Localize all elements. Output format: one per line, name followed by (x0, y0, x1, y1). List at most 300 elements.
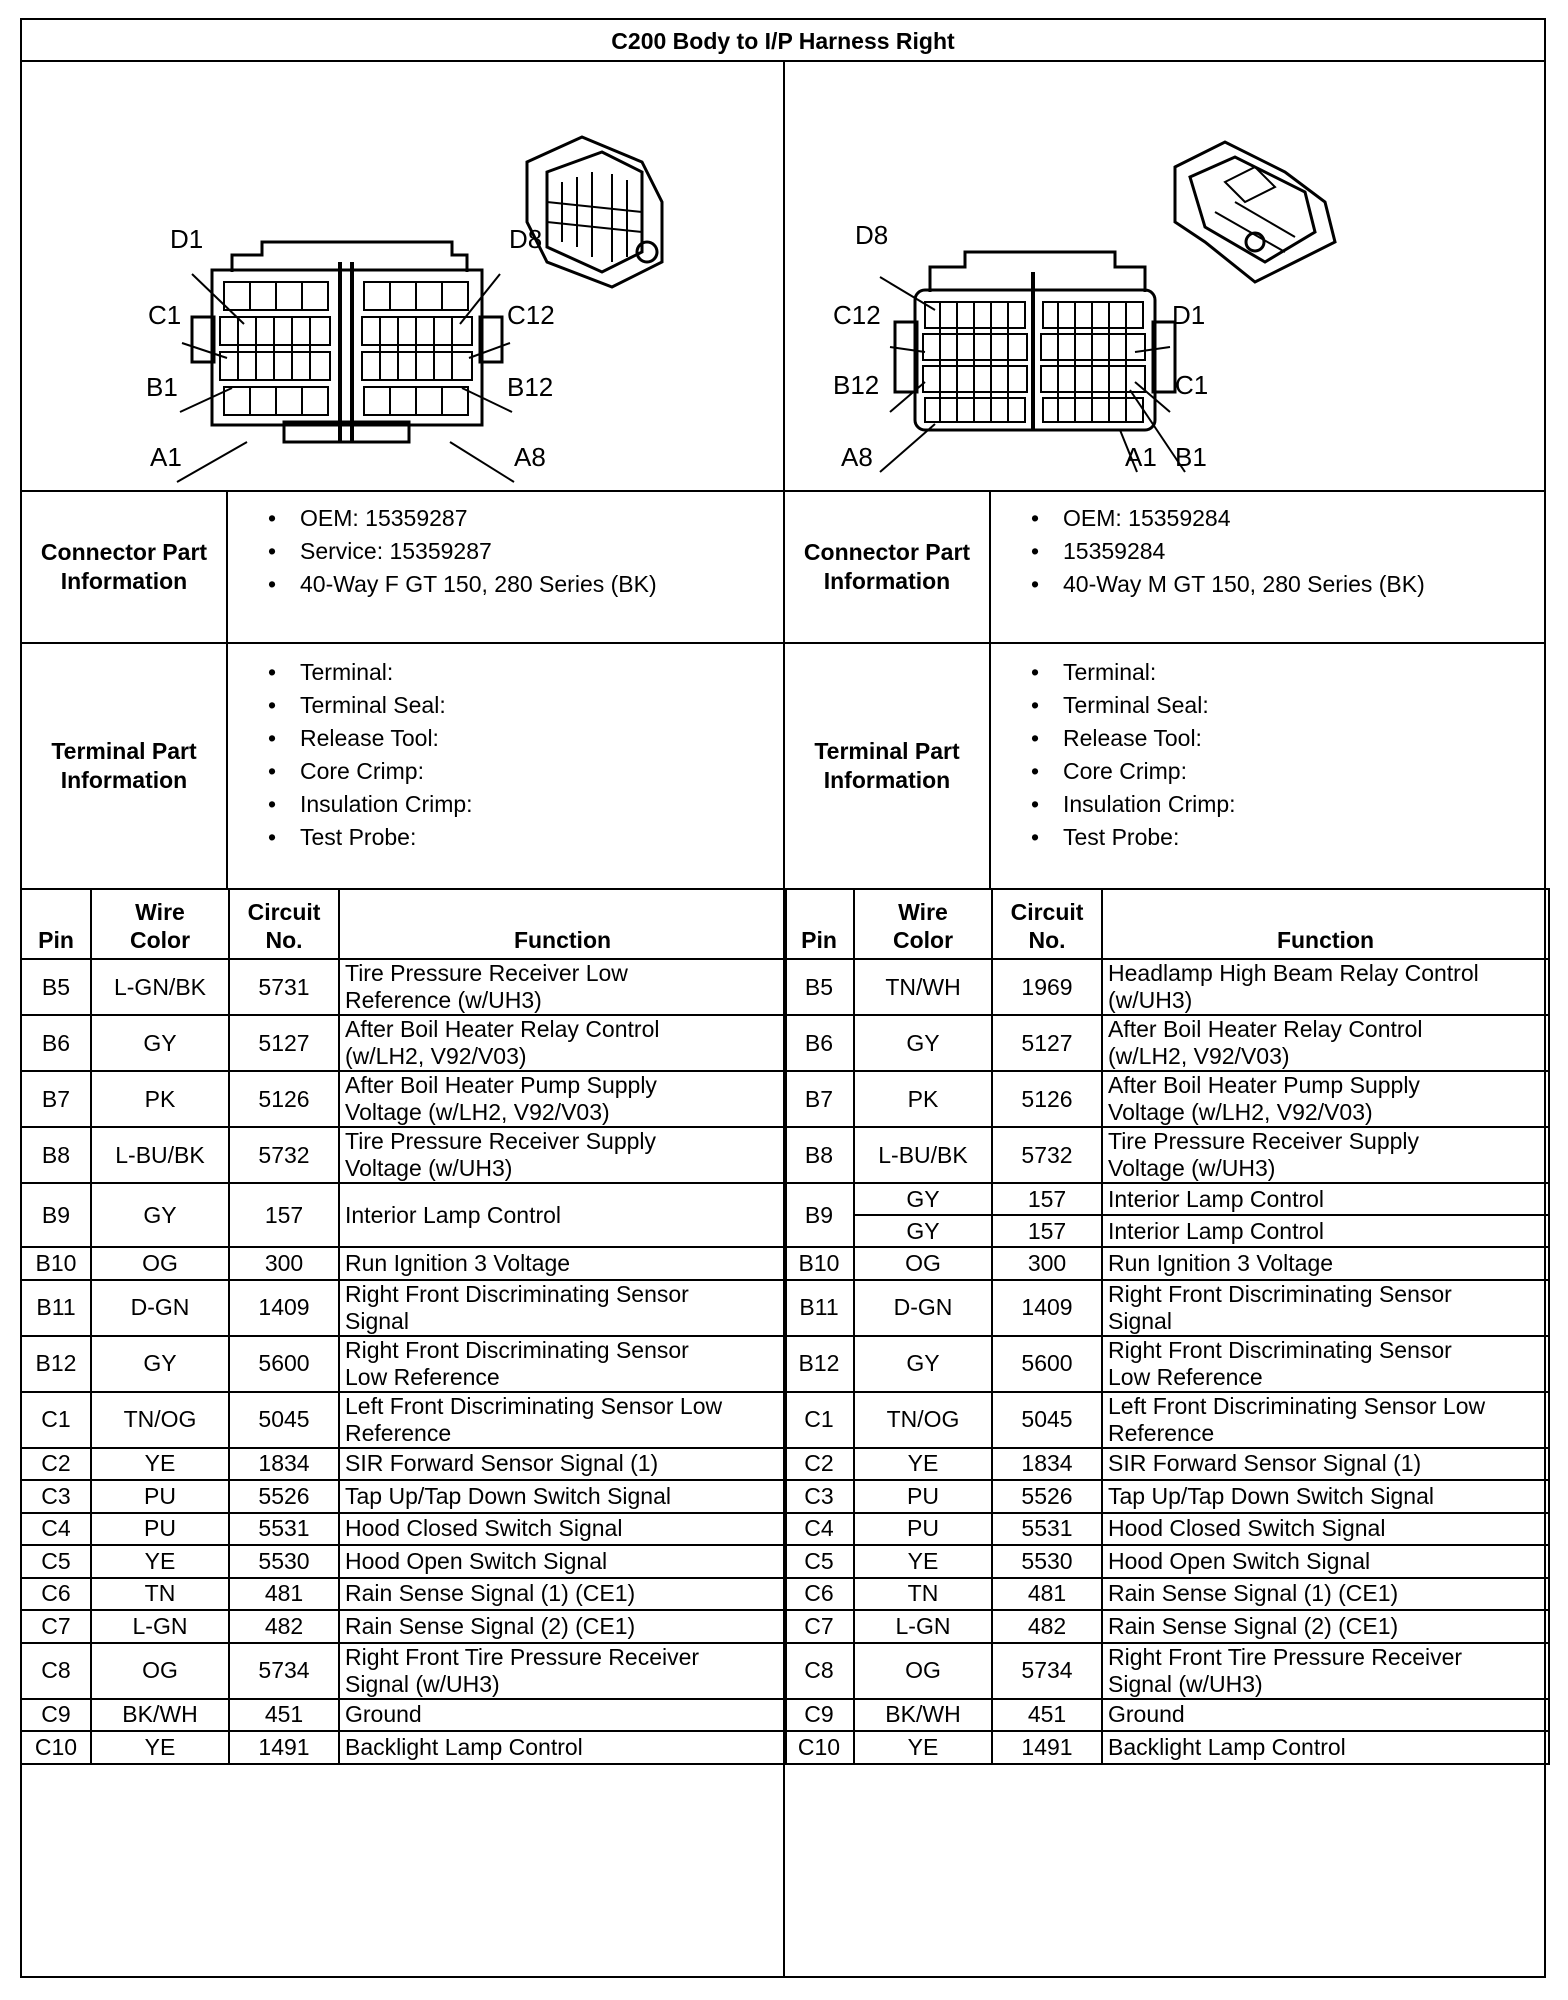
table-row (21, 1643, 786, 1699)
wire-color-cell: L-BU/BK (91, 1127, 229, 1183)
function-text-line: Hood Closed Switch Signal (345, 1515, 623, 1542)
circuit-cell: 5126 (229, 1071, 339, 1127)
wire-color-cell: L-GN (91, 1610, 229, 1643)
wire-color-cell: YE (91, 1545, 229, 1578)
circuit-cell: 5127 (229, 1015, 339, 1071)
left-connector-diagram (22, 62, 783, 492)
function-cell (339, 1448, 786, 1481)
wire-color-cell: GY (854, 1183, 992, 1215)
right-pin-rows (784, 959, 1549, 1764)
table-row (784, 1183, 1549, 1215)
table-row (21, 1336, 786, 1392)
function-text-line: Ground (1108, 1701, 1185, 1728)
circuit-cell: 5045 (992, 1392, 1102, 1448)
pin-cell: C4 (21, 1513, 91, 1546)
label-b1: B1 (146, 372, 178, 402)
function-cell (1102, 1336, 1549, 1392)
pin-cell: C1 (21, 1392, 91, 1448)
left-connector-part-info (22, 492, 783, 644)
wire-color-cell: PU (91, 1480, 229, 1513)
table-row (784, 959, 1549, 1015)
wire-color-cell: TN/WH (854, 959, 992, 1015)
function-text-line: Tire Pressure Receiver Supply (1108, 1128, 1420, 1154)
circuit-cell: 300 (992, 1247, 1102, 1280)
left-pin-table (20, 888, 787, 1765)
table-header-row (784, 889, 1549, 959)
circuit-cell: 5530 (992, 1545, 1102, 1578)
list-item: • 15359284 (1039, 535, 1425, 568)
circuit-cell: 5732 (229, 1127, 339, 1183)
function-cell (1102, 1699, 1549, 1732)
table-row (784, 1578, 1549, 1611)
table-row (21, 1448, 786, 1481)
pin-cell: C8 (21, 1643, 91, 1699)
function-cell (339, 959, 786, 1015)
wire-color-cell: YE (91, 1731, 229, 1764)
function-text-line: Reference (345, 1419, 452, 1446)
wire-color-column-header: Wire Color (91, 889, 229, 959)
function-cell (1102, 1448, 1549, 1481)
function-text-line: SIR Forward Sensor Signal (1) (345, 1450, 659, 1477)
circuit-cell: 1409 (992, 1280, 1102, 1336)
function-cell (339, 1183, 786, 1247)
label-c12: C12 (833, 300, 881, 330)
circuit-cell: 482 (992, 1610, 1102, 1643)
wire-color-cell: D-GN (854, 1280, 992, 1336)
table-header-row (21, 889, 786, 959)
circuit-cell: 451 (229, 1699, 339, 1732)
list-item: • 40-Way F GT 150, 280 Series (BK) (276, 568, 657, 601)
function-text-line: Rain Sense Signal (2) (CE1) (1108, 1612, 1399, 1639)
list-item: • Insulation Crimp: (1039, 788, 1236, 821)
function-cell (339, 1392, 786, 1448)
table-row (21, 1071, 786, 1127)
connector-part-heading: Connector Part Information (22, 492, 228, 642)
function-cell (339, 1643, 786, 1699)
circuit-cell: 482 (229, 1610, 339, 1643)
label-c1: C1 (148, 300, 182, 330)
function-text-line: Left Front Discriminating Sensor Low (1108, 1392, 1486, 1419)
wire-color-cell: PU (854, 1513, 992, 1546)
function-cell (339, 1127, 786, 1183)
function-text-line: Signal (w/UH3) (345, 1670, 500, 1697)
right-terminal-part-info (785, 644, 1546, 890)
terminal-part-list (1015, 656, 1236, 854)
function-cell: Interior Lamp Control (1102, 1183, 1549, 1215)
function-cell (339, 1731, 786, 1764)
table-row (784, 1015, 1549, 1071)
label-d1: D1 (1172, 300, 1206, 330)
function-cell (339, 1545, 786, 1578)
function-text-line: Run Ignition 3 Voltage (345, 1249, 571, 1276)
list-item: • Terminal: (1039, 656, 1236, 689)
pin-cell: B12 (784, 1336, 854, 1392)
pin-cell: C7 (21, 1610, 91, 1643)
pin-cell: B8 (21, 1127, 91, 1183)
pin-cell: C4 (784, 1513, 854, 1546)
left-leader-lines (177, 274, 514, 482)
circuit-cell: 5530 (229, 1545, 339, 1578)
list-item: • Test Probe: (276, 821, 473, 854)
left-connector-cavities (220, 282, 472, 415)
circuit-cell: 5531 (992, 1513, 1102, 1546)
pin-cell: B10 (21, 1247, 91, 1280)
function-text-line: Low Reference (345, 1363, 500, 1390)
function-text-line: Voltage (w/LH2, V92/V03) (345, 1099, 610, 1125)
wire-color-cell: YE (91, 1448, 229, 1481)
function-text-line: Rain Sense Signal (1) (CE1) (345, 1580, 636, 1607)
circuit-cell: 481 (992, 1578, 1102, 1611)
function-column-header: Function (1102, 889, 1549, 959)
circuit-cell: 157 (992, 1215, 1102, 1247)
table-row (784, 1731, 1549, 1764)
terminal-part-heading: Terminal Part Information (785, 644, 991, 888)
wire-color-cell: OG (854, 1643, 992, 1699)
function-cell (1102, 1280, 1549, 1336)
pin-cell: C3 (784, 1480, 854, 1513)
circuit-column-header: Circuit No. (229, 889, 339, 959)
table-row (784, 1127, 1549, 1183)
table-row (21, 1247, 786, 1280)
right-connector-3d-icon (1175, 142, 1335, 282)
function-cell (1102, 1392, 1549, 1448)
list-item: • Core Crimp: (1039, 755, 1236, 788)
function-cell: Interior Lamp Control (1102, 1215, 1549, 1247)
right-connector-face (895, 252, 1175, 430)
function-text-line: Rain Sense Signal (2) (CE1) (345, 1612, 636, 1639)
table-row (784, 1643, 1549, 1699)
circuit-cell: 5734 (229, 1643, 339, 1699)
label-c1: C1 (1175, 370, 1209, 400)
right-connector-drawing (785, 62, 1546, 490)
label-d1: D1 (170, 224, 204, 254)
wire-color-cell: OG (91, 1643, 229, 1699)
label-a8: A8 (514, 442, 546, 472)
function-cell (339, 1280, 786, 1336)
function-cell (1102, 1610, 1549, 1643)
table-row (784, 1545, 1549, 1578)
function-cell (1102, 1578, 1549, 1611)
table-row (21, 959, 786, 1015)
pin-cell: B12 (21, 1336, 91, 1392)
function-cell (1102, 1015, 1549, 1071)
function-text-line: (w/LH2, V92/V03) (345, 1043, 527, 1069)
function-text-line: Low Reference (1108, 1363, 1263, 1390)
circuit-cell: 5734 (992, 1643, 1102, 1699)
wire-color-column-header: Wire Color (854, 889, 992, 959)
list-item: • OEM: 15359284 (1039, 502, 1425, 535)
wire-color-cell: TN/OG (854, 1392, 992, 1448)
pin-cell: C10 (21, 1731, 91, 1764)
function-text-line: After Boil Heater Relay Control (345, 1016, 660, 1042)
pin-cell: C6 (784, 1578, 854, 1611)
pin-cell: B11 (784, 1280, 854, 1336)
pin-cell: B7 (784, 1071, 854, 1127)
function-text-line: Hood Closed Switch Signal (1108, 1515, 1386, 1542)
wire-color-cell: OG (91, 1247, 229, 1280)
label-a1: A1 (150, 442, 182, 472)
function-cell (339, 1336, 786, 1392)
circuit-cell: 5600 (229, 1336, 339, 1392)
circuit-cell: 5731 (229, 959, 339, 1015)
wire-color-cell: GY (91, 1015, 229, 1071)
list-item: • Test Probe: (1039, 821, 1236, 854)
function-text-line: Hood Open Switch Signal (1108, 1547, 1371, 1574)
terminal-part-heading: Terminal Part Information (22, 644, 228, 888)
wire-color-cell: BK/WH (854, 1699, 992, 1732)
pin-cell: C3 (21, 1480, 91, 1513)
wire-color-cell: TN (854, 1578, 992, 1611)
pin-cell: C2 (784, 1448, 854, 1481)
left-terminal-part-info (22, 644, 783, 890)
function-text-line: Right Front Discriminating Sensor (345, 1336, 689, 1363)
function-cell (1102, 1513, 1549, 1546)
label-a1: A1 (1125, 442, 1157, 472)
pin-cell: C8 (784, 1643, 854, 1699)
function-text-line: Right Front Tire Pressure Receiver (345, 1643, 700, 1670)
connector-part-heading: Connector Part Information (785, 492, 991, 642)
list-item: • Service: 15359287 (276, 535, 657, 568)
table-row (784, 1336, 1549, 1392)
pin-cell: C7 (784, 1610, 854, 1643)
wire-color-cell: PU (854, 1480, 992, 1513)
table-row (21, 1731, 786, 1764)
circuit-cell: 5600 (992, 1336, 1102, 1392)
label-a8: A8 (841, 442, 873, 472)
function-text-line: Run Ignition 3 Voltage (1108, 1249, 1334, 1276)
pin-cell: B9 (784, 1183, 854, 1247)
pin-cell: B6 (21, 1015, 91, 1071)
function-cell (1102, 1247, 1549, 1280)
circuit-cell: 451 (992, 1699, 1102, 1732)
function-text-line: Right Front Tire Pressure Receiver (1108, 1643, 1463, 1670)
left-connector-drawing (22, 62, 783, 490)
pin-cell: C6 (21, 1578, 91, 1611)
function-text-line: Reference (w/UH3) (345, 987, 542, 1013)
wire-color-cell: D-GN (91, 1280, 229, 1336)
connector-part-list (1015, 502, 1425, 601)
table-row (21, 1183, 786, 1247)
pin-cell: C9 (784, 1699, 854, 1732)
label-b12: B12 (833, 370, 880, 400)
function-text-line: Right Front Discriminating Sensor (1108, 1280, 1452, 1307)
function-text-line: Signal (w/UH3) (1108, 1670, 1263, 1697)
table-row (784, 1610, 1549, 1643)
function-cell (1102, 1545, 1549, 1578)
pin-cell: B5 (784, 959, 854, 1015)
wire-color-cell: GY (854, 1015, 992, 1071)
wire-color-cell: GY (91, 1336, 229, 1392)
circuit-cell: 5045 (229, 1392, 339, 1448)
pin-cell: B9 (21, 1183, 91, 1247)
table-row (784, 1071, 1549, 1127)
function-text-line: Voltage (w/UH3) (1108, 1155, 1276, 1181)
function-cell (1102, 959, 1549, 1015)
function-text-line: Backlight Lamp Control (345, 1733, 583, 1760)
table-row (784, 1280, 1549, 1336)
list-item: • Insulation Crimp: (276, 788, 473, 821)
circuit-cell: 5127 (992, 1015, 1102, 1071)
label-b1: B1 (1175, 442, 1207, 472)
pin-cell: B5 (21, 959, 91, 1015)
function-text-line: Hood Open Switch Signal (345, 1547, 608, 1574)
table-row (784, 1480, 1549, 1513)
wire-color-cell: L-GN/BK (91, 959, 229, 1015)
pin-cell: B8 (784, 1127, 854, 1183)
function-cell (339, 1578, 786, 1611)
list-item: • Release Tool: (1039, 722, 1236, 755)
list-item: • Terminal Seal: (276, 689, 473, 722)
table-row (784, 1215, 1549, 1247)
wire-color-cell: L-BU/BK (854, 1127, 992, 1183)
function-cell (1102, 1127, 1549, 1183)
function-cell (339, 1699, 786, 1732)
circuit-cell: 1834 (992, 1448, 1102, 1481)
table-row (21, 1545, 786, 1578)
pin-cell: B7 (21, 1071, 91, 1127)
function-text-line: Signal (1108, 1307, 1172, 1334)
function-cell (1102, 1480, 1549, 1513)
terminal-part-list (252, 656, 473, 854)
table-row (784, 1699, 1549, 1732)
function-cell (1102, 1731, 1549, 1764)
function-cell (339, 1610, 786, 1643)
label-b12: B12 (507, 372, 554, 402)
wire-color-cell: YE (854, 1731, 992, 1764)
function-cell (1102, 1643, 1549, 1699)
table-row (21, 1610, 786, 1643)
pin-cell: B10 (784, 1247, 854, 1280)
circuit-cell: 1491 (229, 1731, 339, 1764)
function-cell (339, 1513, 786, 1546)
function-text-line: Left Front Discriminating Sensor Low (345, 1392, 723, 1419)
function-text-line: Headlamp High Beam Relay Control (1108, 960, 1479, 986)
function-text-line: Voltage (w/UH3) (345, 1155, 513, 1181)
function-text-line: Interior Lamp Control (345, 1201, 562, 1228)
table-row (784, 1448, 1549, 1481)
pin-column-header: Pin (21, 889, 91, 959)
function-cell (339, 1480, 786, 1513)
function-text-line: Rain Sense Signal (1) (CE1) (1108, 1580, 1399, 1607)
function-text-line: Tap Up/Tap Down Switch Signal (345, 1482, 671, 1509)
function-cell (339, 1247, 786, 1280)
function-column-header: Function (339, 889, 786, 959)
wire-color-cell: L-GN (854, 1610, 992, 1643)
pin-cell: C9 (21, 1699, 91, 1732)
table-row (21, 1513, 786, 1546)
label-c12: C12 (507, 300, 555, 330)
table-row (21, 1127, 786, 1183)
function-text-line: Right Front Discriminating Sensor (1108, 1336, 1452, 1363)
function-text-line: Signal (345, 1307, 409, 1334)
table-row (21, 1480, 786, 1513)
left-connector-3d-icon (527, 137, 662, 287)
label-d8: D8 (855, 220, 889, 250)
circuit-cell: 5526 (992, 1480, 1102, 1513)
pin-cell: C5 (21, 1545, 91, 1578)
circuit-cell: 1969 (992, 959, 1102, 1015)
circuit-cell: 157 (229, 1183, 339, 1247)
wire-color-cell: GY (91, 1183, 229, 1247)
pin-cell: C10 (784, 1731, 854, 1764)
circuit-cell: 1491 (992, 1731, 1102, 1764)
function-text-line: Right Front Discriminating Sensor (345, 1280, 689, 1307)
right-pin-table (783, 888, 1550, 1765)
table-row (784, 1247, 1549, 1280)
function-cell (1102, 1071, 1549, 1127)
page-title: C200 Body to I/P Harness Right (22, 20, 1544, 62)
wire-color-cell: YE (854, 1448, 992, 1481)
table-row (21, 1392, 786, 1448)
table-row (21, 1578, 786, 1611)
circuit-cell: 157 (992, 1183, 1102, 1215)
wire-color-cell: TN (91, 1578, 229, 1611)
table-row (21, 1280, 786, 1336)
left-pin-rows (21, 959, 786, 1764)
function-text-line: Tap Up/Tap Down Switch Signal (1108, 1482, 1434, 1509)
circuit-cell: 5126 (992, 1071, 1102, 1127)
wire-color-cell: PK (854, 1071, 992, 1127)
function-cell (339, 1071, 786, 1127)
list-item: • 40-Way M GT 150, 280 Series (BK) (1039, 568, 1425, 601)
wire-color-cell: YE (854, 1545, 992, 1578)
function-text-line: Tire Pressure Receiver Low (345, 960, 628, 986)
wire-color-cell: TN/OG (91, 1392, 229, 1448)
table-row (784, 1513, 1549, 1546)
pin-column-header: Pin (784, 889, 854, 959)
pin-cell: C5 (784, 1545, 854, 1578)
wire-color-cell: BK/WH (91, 1699, 229, 1732)
function-text-line: After Boil Heater Pump Supply (1108, 1072, 1420, 1098)
list-item: • Terminal: (276, 656, 473, 689)
label-d8: D8 (509, 224, 543, 254)
circuit-cell: 1834 (229, 1448, 339, 1481)
wire-color-cell: GY (854, 1215, 992, 1247)
circuit-column-header: Circuit No. (992, 889, 1102, 959)
circuit-cell: 481 (229, 1578, 339, 1611)
connector-part-list (252, 502, 657, 601)
function-text-line: (w/LH2, V92/V03) (1108, 1043, 1290, 1069)
pin-cell: B6 (784, 1015, 854, 1071)
right-connector-diagram (785, 62, 1546, 492)
wire-color-cell: OG (854, 1247, 992, 1280)
wire-color-cell: PU (91, 1513, 229, 1546)
table-row (21, 1015, 786, 1071)
pin-cell: B11 (21, 1280, 91, 1336)
function-text-line: Tire Pressure Receiver Supply (345, 1128, 657, 1154)
function-text-line: Voltage (w/LH2, V92/V03) (1108, 1099, 1373, 1125)
circuit-cell: 300 (229, 1247, 339, 1280)
wire-color-cell: GY (854, 1336, 992, 1392)
circuit-cell: 5732 (992, 1127, 1102, 1183)
function-text-line: After Boil Heater Relay Control (1108, 1016, 1423, 1042)
connector-sheet (20, 18, 1546, 1978)
list-item: • Core Crimp: (276, 755, 473, 788)
list-item: • Release Tool: (276, 722, 473, 755)
circuit-cell: 5531 (229, 1513, 339, 1546)
pin-cell: C1 (784, 1392, 854, 1448)
circuit-cell: 1409 (229, 1280, 339, 1336)
function-text-line: Backlight Lamp Control (1108, 1733, 1346, 1760)
function-text-line: SIR Forward Sensor Signal (1) (1108, 1450, 1422, 1477)
function-text-line: Ground (345, 1701, 422, 1728)
pin-cell: C2 (21, 1448, 91, 1481)
function-cell (339, 1015, 786, 1071)
list-item: • Terminal Seal: (1039, 689, 1236, 722)
table-row (784, 1392, 1549, 1448)
circuit-cell: 5526 (229, 1480, 339, 1513)
table-row (21, 1699, 786, 1732)
